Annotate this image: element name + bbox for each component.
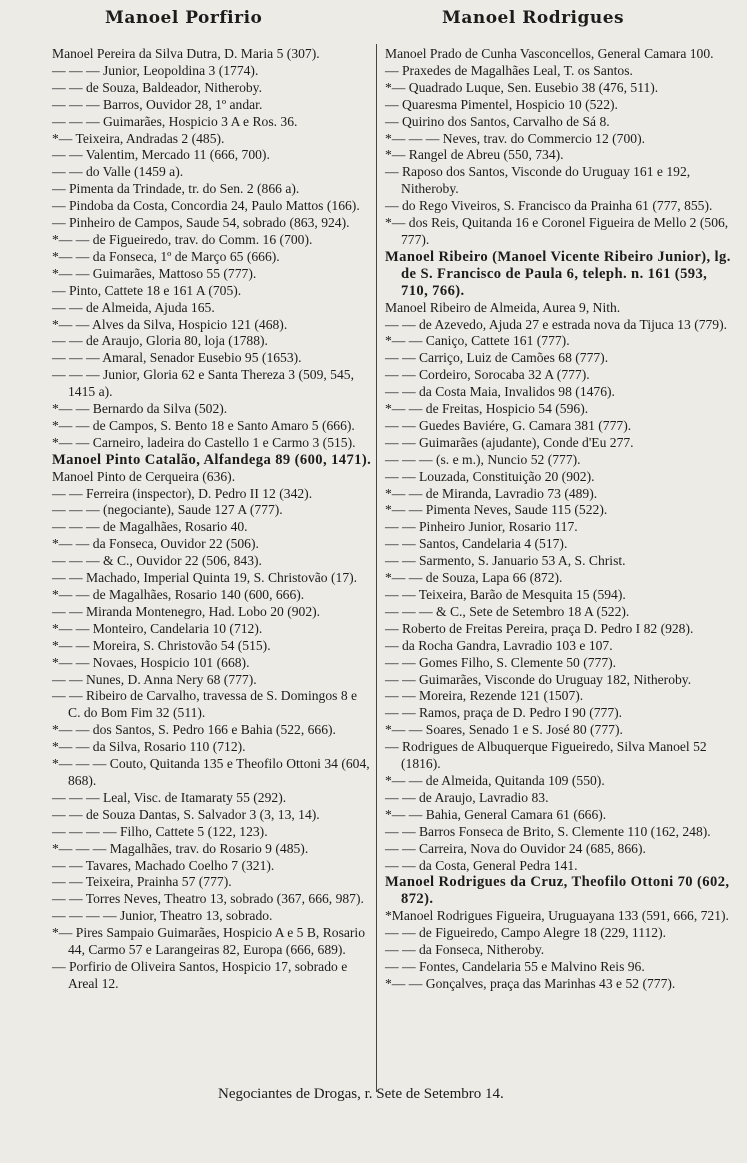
directory-entry: Manoel Ribeiro de Almeida, Aurea 9, Nith. xyxy=(385,299,621,315)
directory-entry: *— — Soares, Senado 1 e S. José 80 (777). xyxy=(385,722,623,738)
directory-entry: *— — Monteiro, Candelaria 10 (712). xyxy=(52,620,263,636)
directory-entry: — — Guimarães (ajudante), Conde d'Eu 277. xyxy=(385,434,634,450)
directory-entry: — da Rocha Gandra, Lavradio 103 e 107. xyxy=(385,637,613,653)
directory-entry: — — — Leal, Visc. de Itamaraty 55 (292). xyxy=(52,789,287,805)
directory-entry: *— — da Silva, Rosario 110 (712). xyxy=(52,739,246,755)
directory-entry: *— — de Souza, Lapa 66 (872). xyxy=(385,570,563,586)
directory-entry: — Rodrigues de Albuquerque Figueiredo, Silva Manoel 52 (1816). xyxy=(385,739,707,772)
directory-entry: — — da Costa Maia, Invalidos 98 (1476). xyxy=(385,384,615,400)
directory-entry: — — Miranda Montenegro, Had. Lobo 20 (902). xyxy=(52,603,321,619)
directory-entry: — — Fontes, Candelaria 55 e Malvino Reis 96. xyxy=(385,958,645,974)
directory-entry: — — de Araujo, Gloria 80, loja (1788). xyxy=(52,333,268,349)
directory-entry: *— — Guimarães, Mattoso 55 (777). xyxy=(52,265,257,281)
directory-entry: — Roberto de Freitas Pereira, praça D. Pedro I 82 (928). xyxy=(385,620,694,636)
directory-entry: — — Barros Fonseca de Brito, S. Clemente 110 (162, 248). xyxy=(385,823,711,839)
directory-entry: — — — — Junior, Theatro 13, sobrado. xyxy=(52,908,273,924)
directory-entry: *— — Gonçalves, praça das Marinhas 43 e 52 (777). xyxy=(385,975,676,991)
directory-entry: — — Ribeiro de Carvalho, travessa de S. Domingos 8 e C. do Bom Fim 32 (511). xyxy=(52,688,358,721)
directory-entry: *— — de Almeida, Quitanda 109 (550). xyxy=(385,772,605,788)
directory-entry: — — — & C., Ouvidor 22 (506, 843). xyxy=(52,553,262,569)
directory-entry: *— — — Couto, Quitanda 135 e Theofilo Ottoni 34 (604, 868). xyxy=(52,756,370,788)
directory-entry: *— — de Campos, S. Bento 18 e Santo Amaro 5 (666). xyxy=(52,417,355,433)
directory-entry: — Pinheiro de Campos, Saude 54, sobrado (863, 924). xyxy=(52,215,350,231)
directory-entry: — — Teixeira, Barão de Mesquita 15 (594). xyxy=(385,587,626,602)
directory-entry: *— Rangel de Abreu (550, 734). xyxy=(385,147,564,163)
running-header-left: Manoel Porfirio xyxy=(105,8,263,28)
directory-entry: — Praxedes de Magalhães Leal, T. os Santos. xyxy=(385,62,633,78)
directory-entry: — — de Azevedo, Ajuda 27 e estrada nova da Tijuca 13 (779). xyxy=(385,316,728,332)
directory-entry: *— Quadrado Luque, Sen. Eusebio 38 (476, 511). xyxy=(385,79,659,95)
directory-entry: — — — de Magalhães, Rosario 40. xyxy=(52,519,248,535)
directory-entry: — — — Guimarães, Hospicio 3 A e Ros. 36. xyxy=(52,113,298,129)
directory-entry: — — de Araujo, Lavradio 83. xyxy=(385,789,549,805)
directory-entry: — — Cordeiro, Sorocaba 32 A (777). xyxy=(385,367,590,383)
directory-entry: — — Guimarães, Visconde do Uruguay 182, Nitheroby. xyxy=(385,671,692,687)
directory-heading: Manoel Ribeiro (Manoel Vicente Ribeiro Junior), lg. de S. Francisco de Paula 6, teleph. n. 161 (593, 710, 766). xyxy=(385,248,731,299)
directory-entry: *— — de Freitas, Hospicio 54 (596). xyxy=(385,401,589,417)
directory-entry: *— — de Miranda, Lavradio 73 (489). xyxy=(385,485,598,501)
directory-entry: — — — — Filho, Cattete 5 (122, 123). xyxy=(52,823,268,839)
directory-entry: *— — de Magalhães, Rosario 140 (600, 666). xyxy=(52,587,305,602)
directory-entry: *— — Alves da Silva, Hospicio 121 (468). xyxy=(52,316,288,332)
directory-entry: *— — Bahia, General Camara 61 (666). xyxy=(385,806,607,822)
directory-entry: — — Machado, Imperial Quinta 19, S. Christovão (17). xyxy=(52,570,358,586)
directory-entry: Manoel Prado de Cunha Vasconcellos, General Camara 100. xyxy=(385,46,714,61)
directory-entry: — Pinto, Cattete 18 e 161 A (705). xyxy=(52,282,242,298)
directory-entry: — — Ferreira (inspector), D. Pedro II 12 (342). xyxy=(52,485,313,501)
directory-entry: — — Nunes, D. Anna Nery 68 (777). xyxy=(52,671,257,687)
directory-entry: — — da Costa, General Pedra 141. xyxy=(385,857,578,873)
directory-entry: — do Rego Viveiros, S. Francisco da Prainha 61 (777, 855). xyxy=(385,198,713,214)
directory-entry: — — Teixeira, Prainha 57 (777). xyxy=(52,874,232,890)
directory-entry: — Raposo dos Santos, Visconde do Uruguay 161 e 192, Nitheroby. xyxy=(385,164,691,197)
directory-entry: — — — & C., Sete de Setembro 18 A (522). xyxy=(385,603,630,619)
left-column xyxy=(52,46,370,993)
directory-heading: Manoel Pinto Catalão, Alfandega 89 (600, 1471). xyxy=(52,451,372,468)
directory-entry: — — de Figueiredo, Campo Alegre 18 (229, 1112). xyxy=(385,925,667,941)
directory-entry: — — de Almeida, Ajuda 165. xyxy=(52,299,215,315)
directory-entry: — — de Souza, Baldeador, Nitheroby. xyxy=(52,79,262,95)
directory-entry: *— — — Neves, trav. do Commercio 12 (700). xyxy=(385,130,645,146)
directory-entry: — Pindoba da Costa, Concordia 24, Paulo Mattos (166). xyxy=(52,198,360,214)
directory-entry: *Manoel Rodrigues Figueira, Uruguayana 133 (591, 666, 721). xyxy=(385,908,729,924)
directory-entry: — — Carriço, Luiz de Camões 68 (777). xyxy=(385,350,609,366)
directory-entry: *— — dos Santos, S. Pedro 166 e Bahia (522, 666). xyxy=(52,722,336,738)
directory-entry: — — Pinheiro Junior, Rosario 117. xyxy=(385,519,578,535)
directory-entry: Manoel Pinto de Cerqueira (636). xyxy=(52,468,236,484)
directory-entry: — — — (negociante), Saude 127 A (777). xyxy=(52,502,283,518)
directory-entry: — — Tavares, Machado Coelho 7 (321). xyxy=(52,857,275,873)
directory-entry: — — — Barros, Ouvidor 28, 1º andar. xyxy=(52,96,263,112)
directory-entry: *— — — Magalhães, trav. do Rosario 9 (485). xyxy=(52,840,309,856)
directory-entry: — — — Junior, Leopoldina 3 (1774). xyxy=(52,62,259,78)
right-column xyxy=(385,46,735,993)
directory-entry: — — Gomes Filho, S. Clemente 50 (777). xyxy=(385,654,617,670)
directory-entry: — — Guedes Baviére, G. Camara 381 (777). xyxy=(385,417,632,433)
directory-entry: — Pimenta da Trindade, tr. do Sen. 2 (866 a). xyxy=(52,181,300,197)
directory-entry: *— Teixeira, Andradas 2 (485). xyxy=(52,130,225,146)
directory-entry: — — Moreira, Rezende 121 (1507). xyxy=(385,688,584,704)
directory-entry: *— — da Fonseca, Ouvidor 22 (506). xyxy=(52,536,259,552)
directory-entry: — — Sarmento, S. Januario 53 A, S. Christ. xyxy=(385,553,626,569)
directory-entry: *— — Moreira, S. Christovão 54 (515). xyxy=(52,637,271,653)
directory-entry: — Quaresma Pimentel, Hospicio 10 (522). xyxy=(385,96,618,112)
directory-entry: — — Torres Neves, Theatro 13, sobrado (367, 666, 987). xyxy=(52,891,364,907)
directory-entry: — — Ramos, praça de D. Pedro I 90 (777). xyxy=(385,705,623,721)
directory-entry: *— — Carneiro, ladeira do Castello 1 e Carmo 3 (515). xyxy=(52,434,356,450)
directory-entry: *— — de Figueiredo, trav. do Comm. 16 (700). xyxy=(52,231,313,247)
directory-entry: *— — Bernardo da Silva (502). xyxy=(52,401,228,417)
directory-entry: — Quirino dos Santos, Carvalho de Sá 8. xyxy=(385,113,610,129)
directory-entry: — — Louzada, Constituição 20 (902). xyxy=(385,468,595,484)
directory-entry: *— dos Reis, Quitanda 16 e Coronel Figueira de Mello 2 (506, 777). xyxy=(385,215,729,247)
directory-entry: *— — Novaes, Hospicio 101 (668). xyxy=(52,654,250,670)
directory-entry: *— — da Fonseca, 1º de Março 65 (666). xyxy=(52,248,280,264)
directory-entry: — Porfirio de Oliveira Santos, Hospicio 17, sobrado e Areal 12. xyxy=(52,958,348,991)
directory-entry: — — Valentim, Mercado 11 (666, 700). xyxy=(52,147,270,163)
directory-entry: *— — Caniço, Cattete 161 (777). xyxy=(385,333,570,349)
directory-entry: — — — Amaral, Senador Eusebio 95 (1653). xyxy=(52,350,302,366)
running-header-right: Manoel Rodrigues xyxy=(442,8,625,28)
directory-entry: *— Pires Sampaio Guimarães, Hospicio A e 5 B, Rosario 44, Carmo 57 e Larangeiras 82, Europa (666, 689). xyxy=(52,925,366,958)
directory-entry: — — — Junior, Gloria 62 e Santa Thereza 3 (509, 545, 1415 a). xyxy=(52,367,354,400)
directory-entry: — — do Valle (1459 a). xyxy=(52,164,184,180)
page-footer: Negociantes de Drogas, r. Sete de Setembro 14. xyxy=(218,1086,504,1102)
directory-entry: — — de Souza Dantas, S. Salvador 3 (3, 13, 14). xyxy=(52,806,320,822)
column-divider xyxy=(376,44,377,1092)
directory-entry: — — Carreira, Nova do Ouvidor 24 (685, 866). xyxy=(385,840,646,856)
directory-entry: — — da Fonseca, Nitheroby. xyxy=(385,942,545,958)
directory-entry: *— — Pimenta Neves, Saude 115 (522). xyxy=(385,502,608,518)
directory-entry: — — Santos, Candelaria 4 (517). xyxy=(385,536,568,552)
directory-entry: — — — (s. e m.), Nuncio 52 (777). xyxy=(385,451,581,467)
directory-entry: Manoel Pereira da Silva Dutra, D. Maria 5 (307). xyxy=(52,46,320,61)
directory-heading: Manoel Rodrigues da Cruz, Theofilo Ottoni 70 (602, 872). xyxy=(385,874,730,908)
